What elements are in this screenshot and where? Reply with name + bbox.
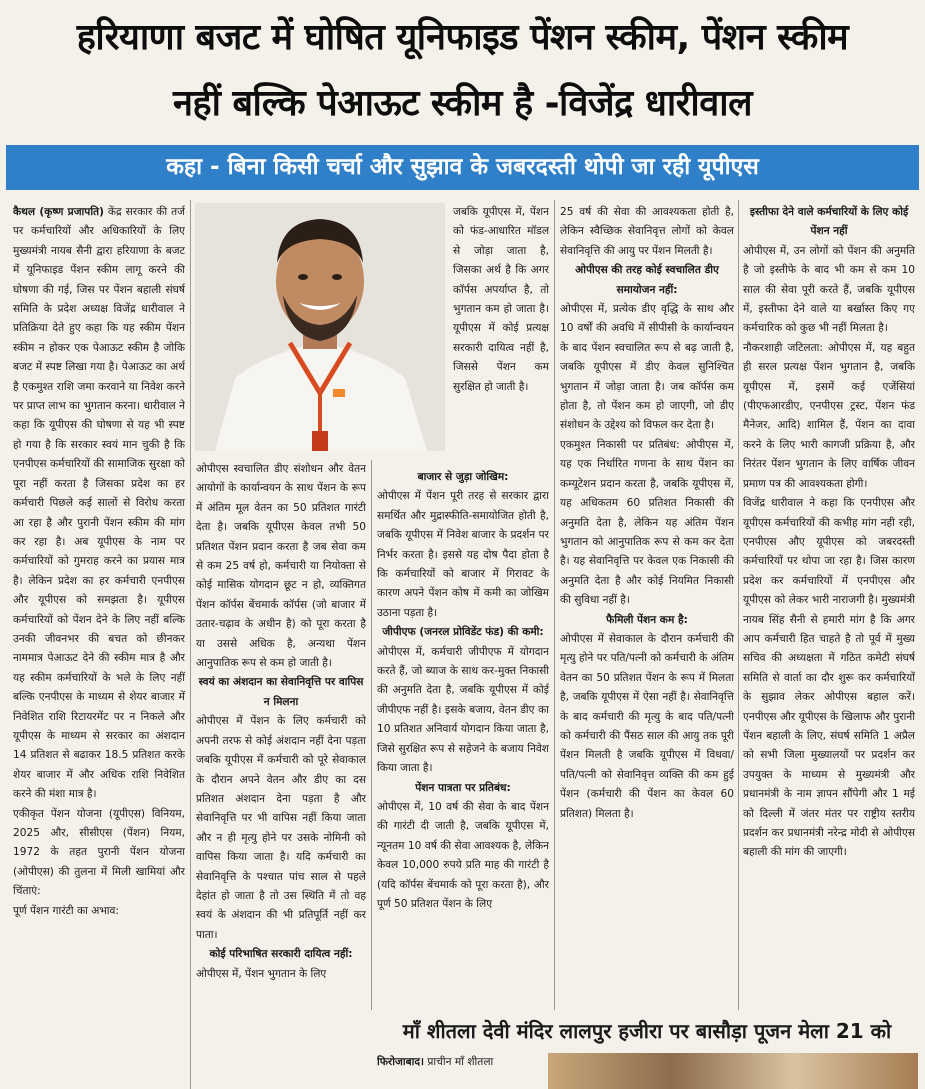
secondary-article-text: [377, 1053, 527, 1089]
article-text: नौकरशाही जटिलता: ओपीएस में, यह बहुत ही सरल प्रत्यक्ष पेंशन भुगतान है, जबकि यूपीएस में, इसमें कई एजेंसियां (पीएफआरडीए, एनपीएस ट्रस्ट, पेंशन फंड मैनेजर, आदि) शामिल हैं, पेंशन का दावा करने के लिए भारी कागजी प्रक्रिया है, और निरंतर पेंशन भुगतान के लिए वार्षिक जीवन प्रमाण पत्र की आवश्यकता होगी।: [743, 341, 915, 490]
section-heading: ओपीएस की तरह कोई स्वचालित डीए समायोजन नहीं:: [575, 264, 719, 296]
headline-line-2: नहीं बल्कि पेआऊट स्कीम है -विजेंद्र धारीवाल: [172, 83, 753, 124]
article-text: ओपीएस में सेवाकाल के दौरान कर्मचारी की मृत्यु होने पर पति/पत्नी को कर्मचारी के अंतिम वेतन का 50 प्रतिशत पेंशन के रूप में मिलता है, जबकि यूपीएस में ऐसा नहीं है। सेवानिवृत्ति के बाद कर्मचारी की मृत्यु के बाद पति/पत्नी को कर्मचारी की पैंसठ साल की आयु तक पूरी पेंशन मिलती है जबकि यूपीएस में विधवा/पति/पत्नी को सेवानिवृत्त व्यक्ति की कम हुई पेंशन (कर्मचारी की पेंशन का केवल 60 प्रतिशत) मिलता है।: [560, 632, 734, 820]
article-text: ओपीएस में, 10 वर्ष की सेवा के बाद पेंशन की गारंटी दी जाती है, जबकि यूपीएस में, न्यूनतम 10 वर्ष की सेवा आवश्यक है, लेकिन केवल 10,000 रुपये प्रति माह की गारंटी है (यदि कॉर्पस बेंचमार्क को पूरा करता है), और पूर्ण 50 प्रतिशत पेंशन के लिए: [377, 800, 549, 910]
section-heading: स्वयं का अंशदान का सेवानिवृत्ति पर वापिस न मिलना: [198, 676, 364, 708]
section-heading: फैमिली पेंशन कम है:: [606, 613, 688, 626]
column-divider: [371, 460, 372, 1010]
article-text: केंद्र सरकार की तर्ज पर कर्मचारियों और अधिकारियों के लिए मुख्यमंत्री नायब सैनी द्वारा हरियाणा के बजट में यूनिफाइड पेंशन स्कीम लागू करने की घोषणा की गई, जिस पर पेंशन बहाली संघर्ष समिति के प्रदेश अध्यक्ष विजेंद्र धारीवाल ने प्रतिक्रिया देते हुए कहा कि यह स्कीम पेंशन स्कीम न होकर एक पेआऊट स्कीम है जोकि बजट में स्पष्ट लिखा गया है। पेआऊट का अर्थ है एकमुश्त राशि जमा करवाने या निवेश करने पर प्राप्त लाभ का भुगतान करना। धारीवाल ने कहा कि यूपीएस की घोषणा से यह भी स्पष्ट हो गया है कि सरकार स्वयं मान चुकी है कि एनपीएस कर्मचारियों की सामाजिक सुरक्षा को पूरा नहीं करता है जिसका प्रदेश का हर कर्मचारी पिछले कई सालों से विरोध करता आ रहा है और पुरानी पेंशन स्कीम की मांग कर रहा है। अब यूपीएस के नाम पर कर्मचारियों को गुमराह करने का प्रयास मात्र है। लेकिन प्रदेश का हर कर्मचारी एनपीएस और यूपीएस को समझता है। यूपीएस कर्मचारियों को पेंशन देने के लिए नहीं बल्कि उनकी जीवनभर की बचत को छीनकर नाममात्र पेआऊट देने की स्कीम मात्र है और यह स्कीम कर्मचारियों के भले के लिए नहीं बल्कि एनपीएस के माध्यम से शेयर बाजार में निवेशित राशि रिटायरमेंट पर न निकले और यूपीएस के माध्यम से सरकार का अंशदान 14 प्रतिशत से बढाकर 18.5 प्रतिशत करके शेयर बाजार में और अधिक राशि निवेशित करने की मंशा मात्र है।: [13, 206, 185, 801]
section-heading: पेंशन पात्रता पर प्रतिबंध:: [415, 781, 511, 794]
article-column-3-top: [453, 203, 549, 468]
section-heading: इस्तीफा देने वाले कर्मचारियों के लिए कोई पेंशन नहीं: [749, 206, 909, 238]
article-text: ओपीएस में पेंशन पूरी तरह से सरकार द्वारा समर्थित और मुद्रास्फीति-समायोजित होती है, जबकि यूपीएस में निवेश बाजार के प्रदर्शन पर निर्भर करता है। इससे यह दोष पैदा होता है कि कर्मचारियों को बाजार में गिरावट के कारण अपने पेंशन कोष में कमी का जोखिम उठाना पड़ता है।: [377, 490, 549, 619]
column-divider: [738, 200, 739, 1010]
article-text: 25 वर्ष की सेवा की आवश्यकता होती है, लेकिन स्वैच्छिक सेवानिवृत्त लोगों को केवल सेवानिवृत्ति की आयु पर पेंशन मिलती है।: [560, 206, 734, 257]
section-heading: कोई परिभाषित सरकारी दायित्व नहीं:: [209, 948, 353, 961]
headline-line-1: हरियाणा बजट में घोषित यूनिफाइड पेंशन स्कीम, पेंशन स्कीम: [76, 17, 849, 58]
column-divider: [554, 200, 555, 1010]
subheadline-banner: कहा - बिना किसी चर्चा और सुझाव के जबरदस्ती थोपी जा रही यूपीएस: [6, 145, 919, 190]
section-heading: बाजार से जुड़ा जोखिम:: [417, 471, 509, 483]
article-column-4: [560, 203, 734, 1033]
article-column-2: [196, 460, 366, 1089]
article-text: ओपीएस में पेंशन के लिए कर्मचारी को अपनी तरफ से कोई अंशदान नहीं देना पड़ता जबकि यूपीएस में कर्मचारी को पूरे सेवाकाल के दौरान अपने वेतन और डीए का दस प्रतिशत अंशदान देना पड़ता है और सेवानिवृत्ति पर भी वापिस नहीं किया जाता और न ही मृत्यु होने पर उसके नोमिनी को वापिस किया जाता है। यदि कर्मचारी का सेवानिवृत्ति के पश्चात पांच साल से पहले देहांत हो जाता है तो उस स्थिति में तो वह स्वयं के अंशदान की भी प्रतिपूर्ति नहीं कर पाता।: [196, 715, 366, 941]
article-column-5: [743, 203, 915, 1089]
column-divider: [190, 200, 191, 1089]
dateline: कैथल (कृष्ण प्रजापति): [13, 206, 104, 218]
secondary-headline: माँ शीतला देवी मंदिर लालपुर हजीरा पर बासौड़ा पूजन मेला 21 को: [402, 1019, 892, 1043]
section-heading: जीपीएफ (जनरल प्रोविडेंट फंड) की कमी:: [382, 626, 544, 639]
article-column-1: [13, 203, 185, 1089]
article-column-3: [377, 468, 549, 1013]
article-text: एकीकृत पेंशन योजना (यूपीएस) विनियम, 2025 और, सीसीएस (पेंशन) नियम, 1972 के तहत पुरानी पेंशन योजना (ओपीएस) की तुलना में मिली खामियां और चिंताएं:: [13, 807, 185, 898]
article-text: प्राचीन माँ शीतला: [427, 1056, 494, 1068]
secondary-article-photo: [548, 1053, 918, 1089]
article-text: ओपीएस में, प्रत्येक डीए वृद्धि के साथ और 10 वर्षों की अवधि में सीपीसी के कार्यान्वयन के बाद पेंशन स्वचालित रूप से बढ़ जाती है, जबकि यूपीएस में डीए केवल सुनिश्चित भुगतान में जोड़ा जाता है। जब कॉर्पस कम होता है, तो पेंशन कम हो जाएगी, जो डीए संशोधन के उद्देश्य को विफल कर देता है।: [560, 303, 734, 432]
article-text: पूर्ण पेंशन गारंटी का अभाव:: [13, 904, 119, 917]
article-text: ओपीएस में, उन लोगों को पेंशन की अनुमति है जो इस्तीफे के बाद भी कम से कम 10 साल की सेवा पूरी करते हैं, जबकि यूपीएस में, इस्तीफा देने वाले या बर्खास्त किए गए कर्मचारिक को कुछ भी नहीं मिलता है।: [743, 244, 915, 335]
dateline: फिरोजाबाद।: [377, 1056, 425, 1068]
article-text: ओपीएस में, पेंशन भुगतान के लिए: [196, 967, 327, 980]
article-text: विजेंद्र धारीवाल ने कहा कि एनपीएस और यूपीएस कर्मचारियों की कभीह मांग नही रही, एनपीएस औए यूपीएस को जबरदस्ती कर्मचारियों पर थोपा जा रहा है। जिस कारण प्रदेश कर कर्मचारियों में एनपीएस और यूपीएस को लेकर भारी नाराजगी है। मुख्यमंत्री नायब सिंह सैनी से हमारी मांग है कि अगर आप कर्मचारी हित चाहते है तो पूर्व में मुख्य सचिव की अध्यक्षता में गठित कमेटी संघर्ष समिति से वार्ता का दौर शुरू कर कर्मचारियों के सुझाव लेकर ओपीएस बहाल करें। एनपीएस और यूपीएस के खिलाफ और पुरानी पेंशन बहाली के लिए, संघर्ष समिति 1 अप्रैल को सभी जिला मुख्यालयों पर प्रदर्शन कर उपयुक्त के माध्यम से मुख्यमंत्री और प्रधानमंत्री के नाम ज्ञापन सौंपेगी और 1 मई को दिल्ली में जंतर मंतर पर राष्ट्रीय स्तरीय प्रदर्शन कर प्रधानमंत्री नरेन्द्र मोदी से ओपीएस बहाली की मांग की जाएगी।: [743, 497, 915, 859]
person-portrait-image: [195, 203, 445, 451]
article-text: एकमुश्त निकासी पर प्रतिबंध: ओपीएस में, यह एक निर्धारित गणना के साथ पेंशन का कम्यूटेशन प्रदान करता है, जबकि यूपीएस में, यह अधिकतम 60 प्रतिशत निकासी की अनुमति देता है, लेकिन यह अंतिम पेंशन भुगतान को आनुपातिक रूप से कम कर देता है। यह सेवानिवृत्ति पर केवल एक निकासी की अनुमति देता है और कोई नियमित निकासी की सुविधा नहीं है।: [560, 438, 734, 607]
article-text: जबकि यूपीएस में, पेंशन को फंड-आधारित मॉडल से जोड़ा जाता है, जिसका अर्थ है कि अगर कॉर्पस अपर्याप्त है, तो भुगतान कम हो जाता है। यूपीएस में कोई प्रत्यक्ष सरकारी दायित्व नहीं है, जिससे पेंशन कम सुरक्षित हो जाती है।: [453, 206, 549, 393]
article-text: ओपीएस स्वचालित डीए संशोधन और वेतन आयोगों के कार्यान्वयन के साथ पेंशन के रूप में अंतिम मूल वेतन का 50 प्रतिशत गारंटी देता है। जबकि यूपीएस केवल तभी 50 प्रतिशत पेंशन प्रदान करता है जब सेवा कम से कम 25 वर्ष हो, कर्मचारी या नियोक्ता से कोई मासिक योगदान छूट न हो, व्यक्तिगत पेंशन कॉर्पस बेंचमार्क कॉर्पस (जो बाजार में उतार-चढ़ाव के अधीन है) को पूरा करता है या उससे अधिक है, अन्यथा पेंशन आनुपातिक रूप से कम हो जाती है।: [196, 463, 366, 670]
article-text: ओपीएस में, कर्मचारी जीपीएफ में योगदान करते हैं, जो ब्याज के साथ कर-मुक्त निकासी की अनुमति देता है, जबकि यूपीएस में कोई जीपीएफ नहीं है। इसके बजाय, वेतन डीए का 10 प्रतिशत अनिवार्य योगदान किया जाता है, जिसे सुरक्षित रूप से सहेजने के बजाय निवेश किया जाता है।: [377, 645, 549, 775]
portrait-photo: [195, 203, 445, 451]
